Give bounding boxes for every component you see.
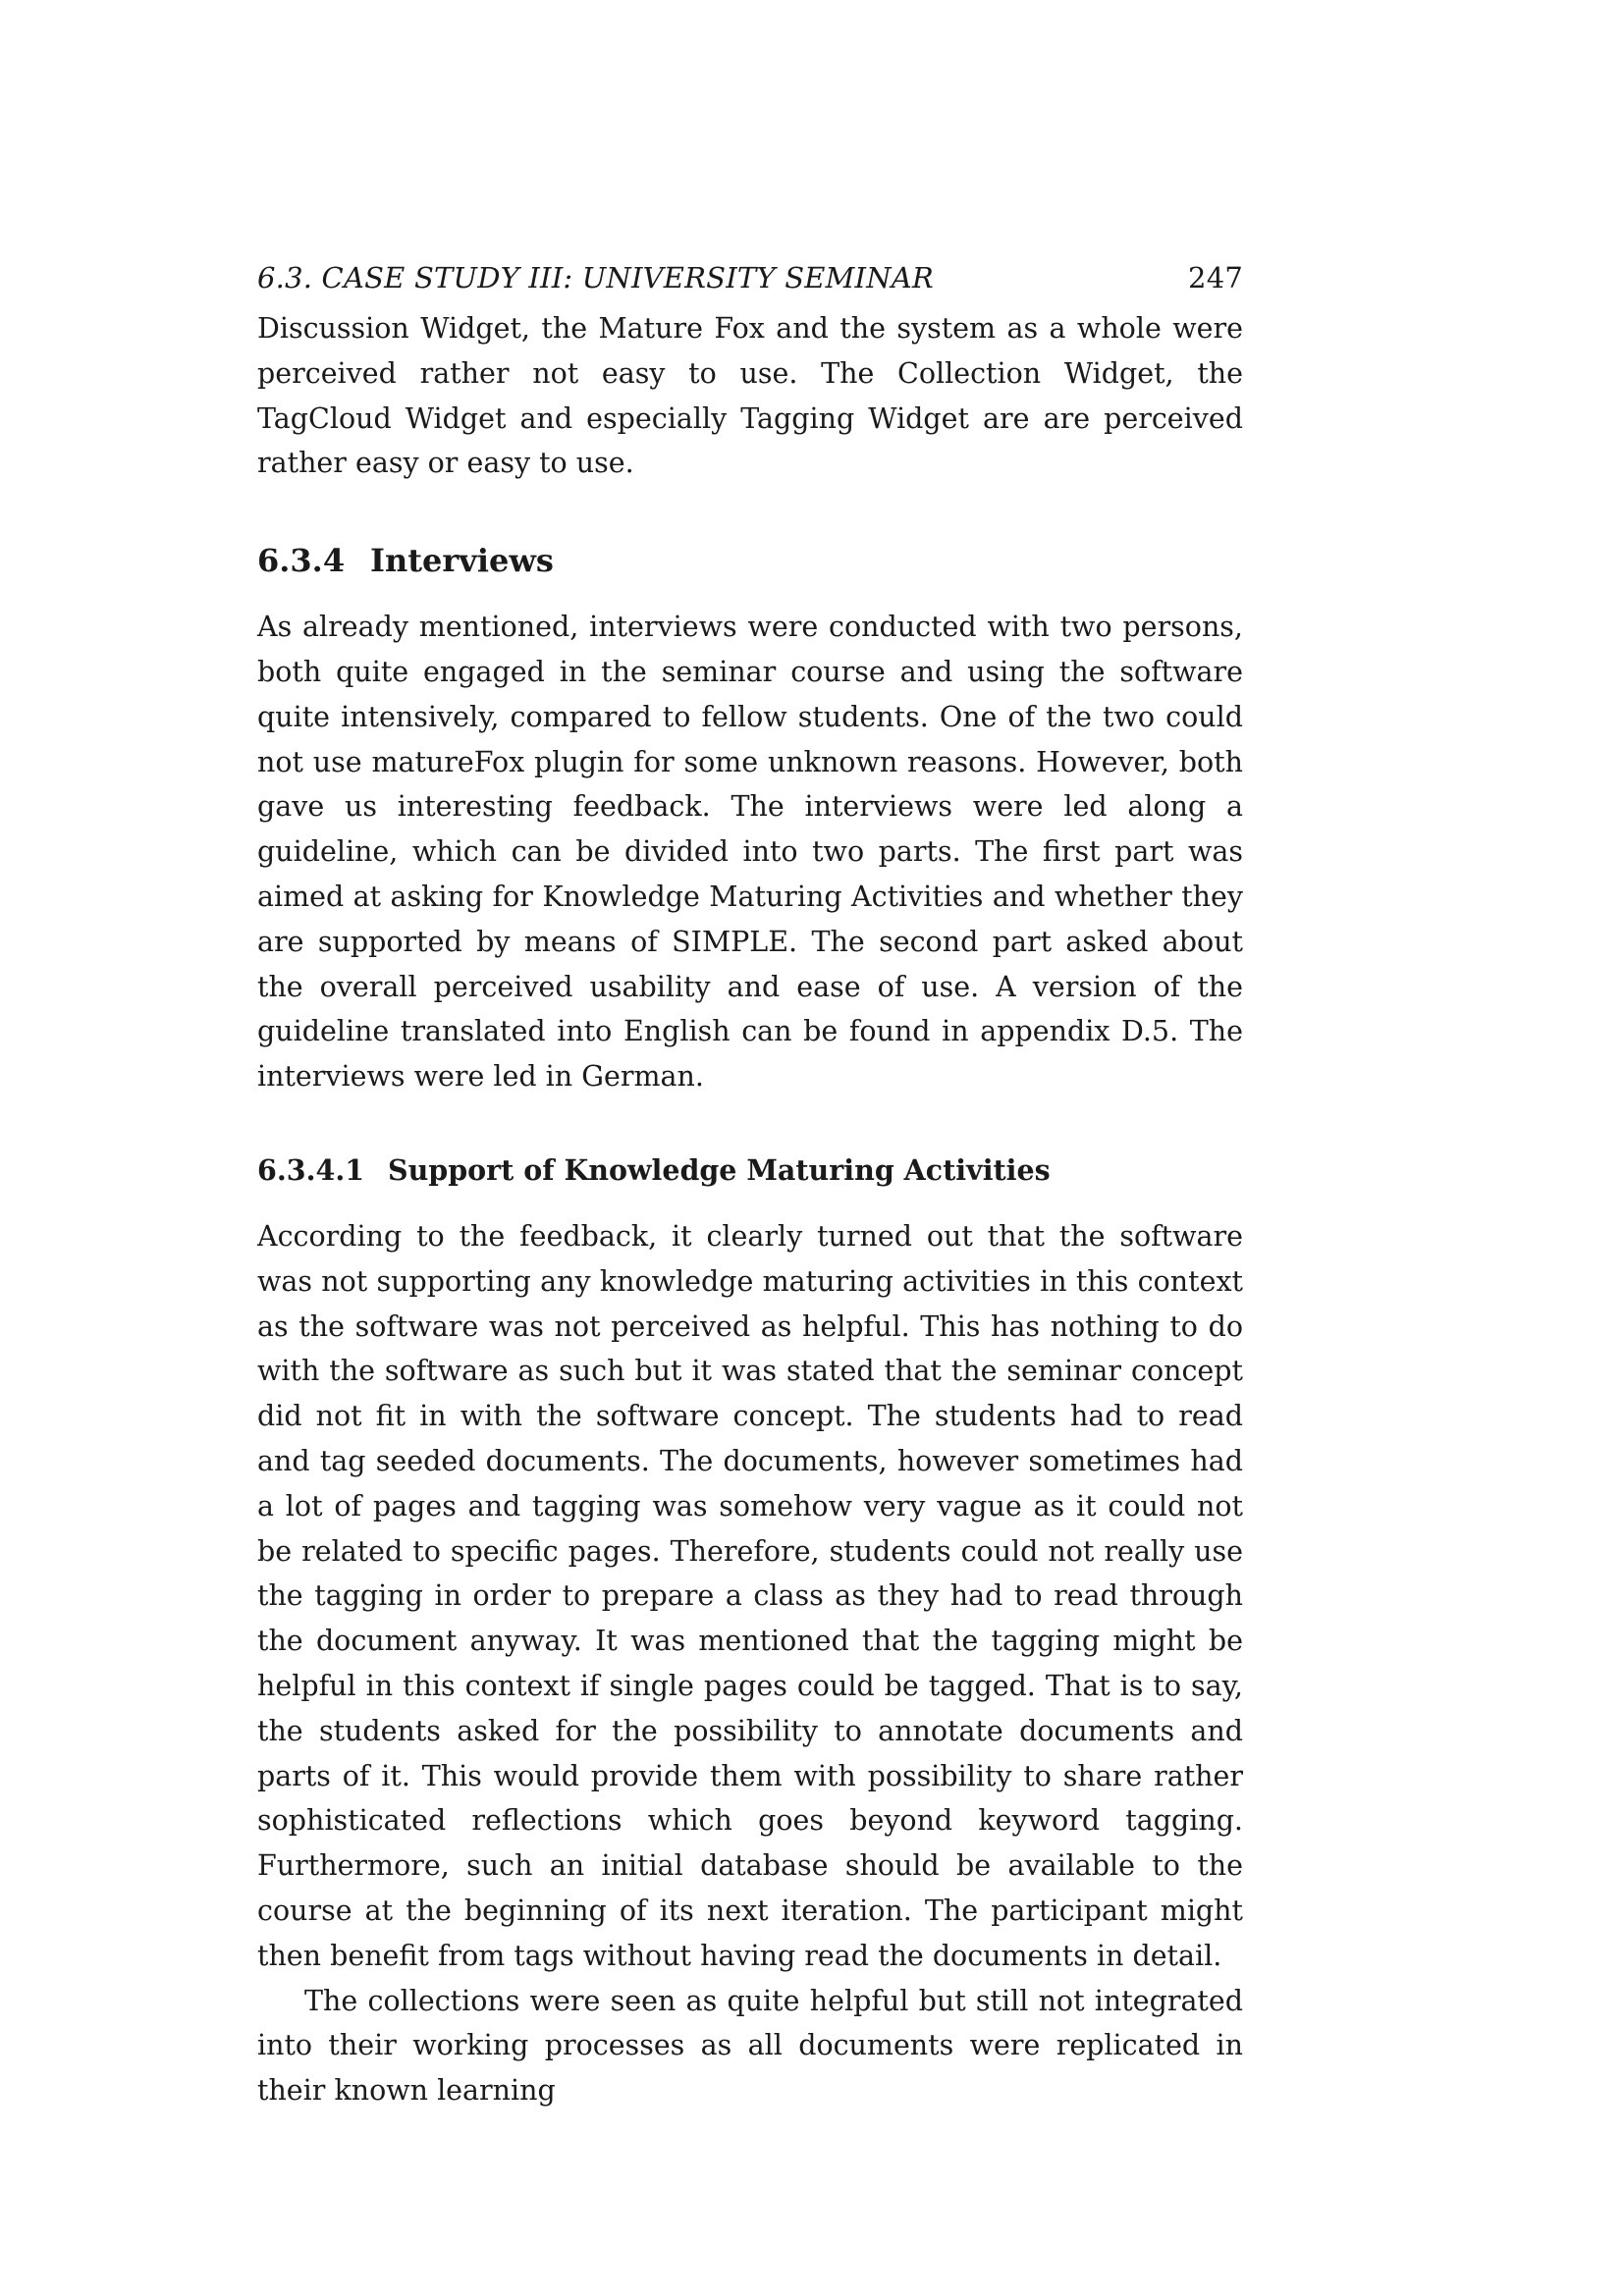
running-title: 6.3. CASE STUDY III: UNIVERSITY SEMINAR bbox=[257, 261, 934, 294]
section-paragraph: As already mentioned, interviews were conducted with two persons, both quite engaged in the seminar course and using the software quite intensively, compared to fellow students. One of the two could not use matureFox plugin for some unknown reasons. However, both gave us interesting feedback. The interviews were led along a guideline, which can be divided into two parts. The first part was aimed at asking for Knowledge Maturing Activities and whether they are supported by means of SIMPLE. The second part asked about the overall perceived usability and ease of use. A version of the guideline translated into English can be found in appendix D.5. The interviews were led in German. bbox=[257, 611, 1243, 1094]
section-number: 6.3.4 bbox=[257, 542, 346, 580]
intro-paragraph: Discussion Widget, the Mature Fox and the system as a whole were perceived rather not easy to use. The Collection Widget, the TagCloud Widget and especially Tagging Widget are are perceived rather easy or easy to use. bbox=[257, 312, 1243, 480]
page bbox=[257, 253, 1243, 2113]
subsection-number: 6.3.4.1 bbox=[257, 1152, 365, 1187]
page-number: 247 bbox=[1188, 261, 1243, 294]
subsection-paragraph-2: The collections were seen as quite helpful but still not integrated into their working processes as all documents were replicated in their known learning bbox=[257, 1984, 1243, 2108]
section-heading bbox=[257, 539, 1243, 583]
subsection-heading bbox=[257, 1148, 1243, 1193]
running-header bbox=[257, 253, 1243, 306]
subsection-title: Support of Knowledge Maturing Activities bbox=[388, 1152, 1051, 1187]
section-title: Interviews bbox=[370, 542, 554, 580]
subsection-paragraph-1: According to the feedback, it clearly turned out that the software was not supporting any knowledge maturing activities in this context as the software was not perceived as helpful. This has nothing to do with the software as such but it was stated that the seminar concept did not fit in with the software concept. The students had to read and tag seeded documents. The documents, however sometimes had a lot of pages and tagging was somehow very vague as it could not be related to specific pages. Therefore, students could not really use the tagging in order to prepare a class as they had to read through the document anyway. It was mentioned that the tagging might be helpful in this context if single pages could be tagged. That is to say, the students asked for the possibility to annotate documents and parts of it. This would provide them with possibility to share rather sophisticated reflections which goes beyond keyword tagging. Furthermore, such an initial database should be available to the course at the beginning of its next iteration. The participant might then benefit from tags without having read the documents in detail. bbox=[257, 1219, 1243, 1972]
